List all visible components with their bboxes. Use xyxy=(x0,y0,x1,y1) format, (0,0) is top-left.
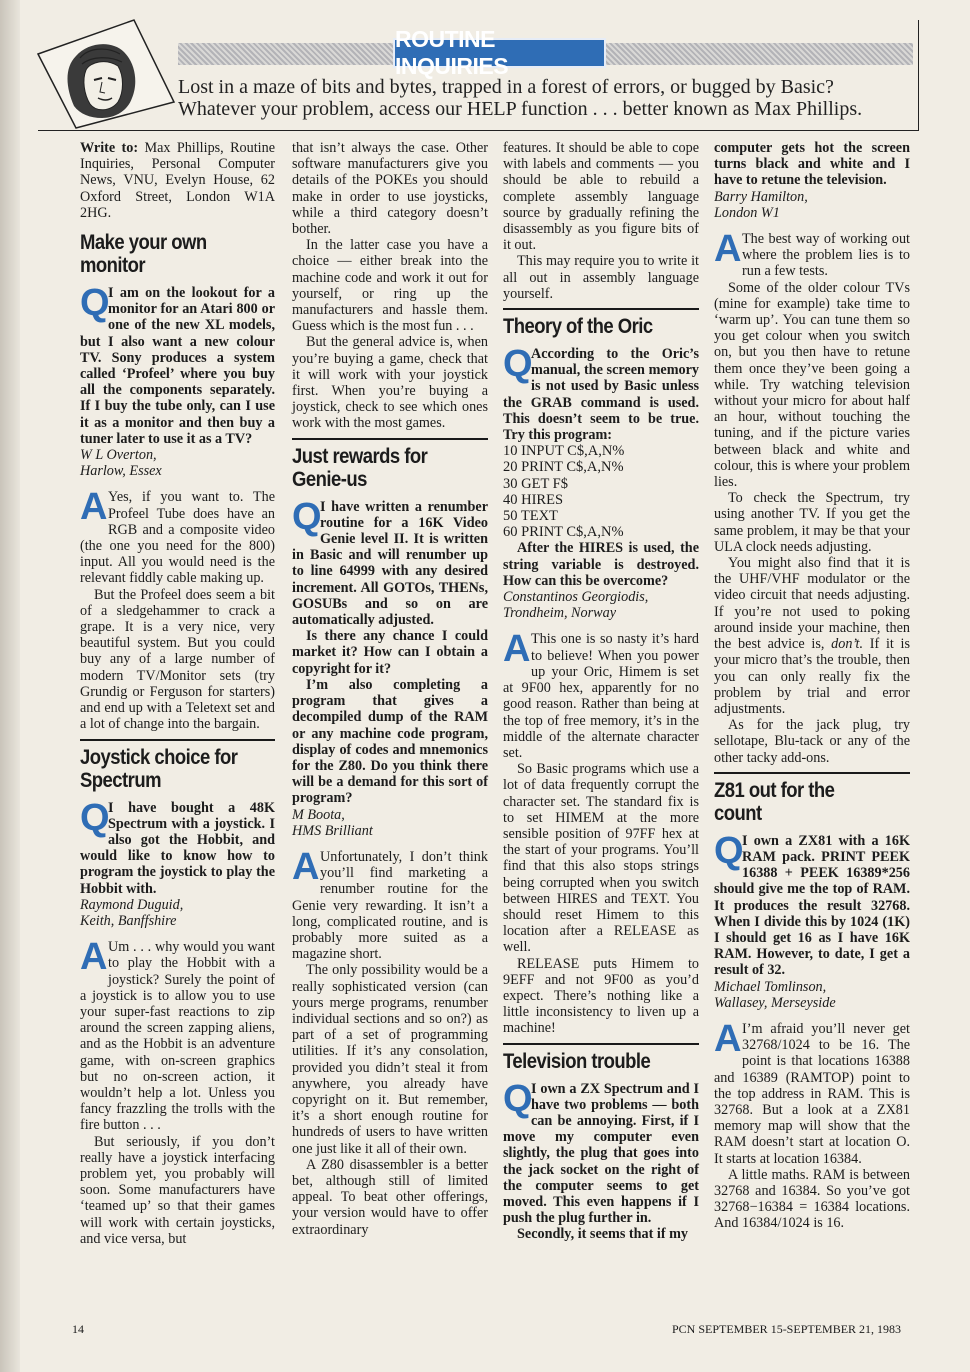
q-letter: Q xyxy=(80,282,110,325)
column-3 xyxy=(503,140,699,1243)
answer-joystick-3: that isn’t always the case. Other software manufacturers give you details of the POKEs you should make in order to use joysticks, while a third category doesn’t bother. xyxy=(292,140,488,238)
author-joystick: Raymond Duguid, xyxy=(80,896,184,913)
section-rule xyxy=(714,772,910,774)
heading-tv: Television trouble xyxy=(503,1049,651,1073)
place-genie: HMS Brilliant xyxy=(292,822,373,839)
columnist-portrait xyxy=(36,18,176,130)
intro-text: Lost in a maze of bits and bytes, trapped in a forest of errors, or bugged by Basic? Whatever your problem, access our HELP function . . . better known as Max Phillips. xyxy=(178,76,863,120)
author-genie: M Boota, xyxy=(292,806,345,823)
code-line: 40 HIRES xyxy=(503,491,564,508)
answer-oric-2: So Basic programs which use a lot of data frequently corrupt the character set. The standard fix is to set HIMEM at the more sensible position of 97FF hex at the start of your programs. You’ll find that this also stops strings being corrupted when you switch between HIRES and TEXT. You should reset Himem to this location after a RELEASE as well. xyxy=(503,761,699,956)
a-letter: A xyxy=(714,228,742,271)
answer-genie-5: This may require you to write it all out in assembly language yourself. xyxy=(503,253,699,302)
place-joystick: Keith, Banffshire xyxy=(80,912,177,929)
answer-joystick-2: But seriously, if you don’t really have a joystick interfacing problem yet, you probably will soon. Some manufacturers have ‘teamed up’ so that their games will work with certain joysticks, and vice versa, but xyxy=(80,1133,275,1247)
column-1 xyxy=(80,140,275,1247)
answer-tv-3: To check the Spectrum, try using another TV. If you get the same problem, it may be that your ULA clock needs adjusting. xyxy=(714,490,910,555)
a-letter: A xyxy=(503,628,531,671)
question-monitor: I am on the lookout for a monitor for an Atari 800 or one of the new XL models, but I also want a new colour TV. Sony produces a system called ‘Profeel’ where you buy all the components separately. If I buy the tube only, can I use it as a monitor and then buy a tuner later to use it as a TV? xyxy=(80,285,275,447)
answer-zx81-2: A little maths. RAM is between 32768 and 16384. So you’ve got 32768−16384 = 16384 locations. And 16384/1024 is 16. xyxy=(714,1166,910,1232)
answer-joystick-1: Um . . . why would you want to play the Hobbit with a joystick? Surely the point of a joystick is to allow you to use your super-fast reactions to zip around the screen zapping aliens, and as the Hobbit is an adventure game, with on-screen graphics but no on-screen action, it wouldn’t help a lot. Unless you fancy frazzling the trolls with the fire button . . . xyxy=(80,939,275,1134)
a-letter: A xyxy=(714,1017,742,1060)
section-rule xyxy=(80,739,275,741)
address-text: Max Phillips, Routine Inquiries, Personal Computer News, VNU, Evelyn House, 62 Oxford Street, London W1A 2HG. xyxy=(80,140,276,221)
page-number: 14 xyxy=(72,1322,84,1336)
a-letter: A xyxy=(292,845,320,888)
q-letter: Q xyxy=(503,1077,533,1120)
code-line: 60 PRINT C$,A,N% xyxy=(503,524,624,541)
question-genie-1: I have written a renumber routine for a 16K Video Genie level II. It is written in Basic and will renumber up to line 64999 with any desired increment. All GOTOs, THENs, GOSUBs and so on are automatically adjusted. xyxy=(292,498,488,629)
question-genie-3: I’m also completing a program that gives a decompiled dump of the RAM or any machine code program, display of codes and mnemonics for the Z80. Do you think there will be a demand for this sort of program? xyxy=(292,676,488,807)
question-zx81: I own a ZX81 with a 16K RAM pack. PRINT PEEK 16388 + PEEK 16389*256 should give me the top of RAM. It produces the result 32768. When I divide this by 1024 (1K) I should get 16 as I have 16K RAM. However, to date, I get a result of 32. xyxy=(714,832,910,979)
answer-joystick-5: But the general advice is, when you’re buying a game, check that it will work with your joystick first. When you’re buying a joystick, check to see which ones work with the most games. xyxy=(292,334,488,432)
code-line: 10 INPUT C$,A,N% xyxy=(503,443,625,460)
author-tv: Barry Hamilton, xyxy=(714,188,808,205)
question-oric-2: After the HIRES is used, the string variable is destroyed. How can this be overcome? xyxy=(503,540,699,589)
answer-tv-4c: If it is your micro that’s the trouble, then you can only really fix the problem by trial and error adjustments. xyxy=(714,636,911,717)
question-tv-1: I own a ZX Spectrum and I have two problems — both can be annoying. First, if I move my computer even slightly, the plug that goes into the jack socket on the right of the computer seems to get moved. This even happens if I push the plug further in. xyxy=(503,1080,699,1227)
question-oric-1: According to the Oric’s manual, the screen memory is not used by Basic unless the GRAB command is used. This doesn’t seem to be true. Try this program: xyxy=(503,346,699,444)
issue-dates: SEPTEMBER 15-SEPTEMBER 21, 1983 xyxy=(698,1322,902,1336)
section-rule xyxy=(503,1043,699,1045)
heading-genie: Just rewards for Genie-us xyxy=(292,444,428,491)
place-tv: London W1 xyxy=(714,204,780,221)
author-oric: Constantinos Georgiodis, xyxy=(503,589,649,606)
q-letter: Q xyxy=(714,829,744,872)
answer-tv-4a: You might also find that it is the UHF/VHF modulator or the video circuit that needs adjusting. If you’re not used to poking around inside your machine, then the best advice is, xyxy=(714,555,910,653)
heading-oric: Theory of the Oric xyxy=(503,315,653,339)
address-label: Write to: xyxy=(80,140,139,156)
answer-monitor-2: But the Profeel does seem a bit of a sledgehammer to crack a grape. It is a very nice, very beautiful system. But you could buy any of a large number of modern TV/Monitor sets (try Grundig or Ferguson for starters) and end up with a Teletext set and a lot of change into the bargain. xyxy=(80,586,275,733)
answer-genie-2: The only possibility would be a really sophisticated version (can yours merge programs, renumber individual sections and so on?) as part of a set of programming utilities. If it’s any consolation, provided you didn’t steal it from anywhere, you already have copyright on it. But remember, it’s a short enough routine for hundreds of users to have written one just like it all of their own. xyxy=(292,962,488,1157)
author-monitor: W L Overton, xyxy=(80,447,157,464)
code-line: 30 GET F$ xyxy=(503,475,568,492)
place-zx81: Wallasey, Merseyside xyxy=(714,994,836,1011)
footer-publication xyxy=(672,1322,901,1336)
question-joystick: I have bought a 48K Spectrum with a joystick. I also got the Hobbit, and would like to know how to program the joystick to play the Hobbit with. xyxy=(80,799,275,897)
section-rule xyxy=(292,438,488,440)
answer-oric-1: This one is so nasty it’s hard to believe! When you power up your Oric, Himem is set at 9F00 hex, apparently for no good reason. Rather than being at the top of free memory, it’s in the middle of the alternate character set. xyxy=(503,631,699,761)
column-title: ROUTINE INQUIRIES xyxy=(393,38,606,68)
code-line: 50 TEXT xyxy=(503,508,558,525)
code-line: 20 PRINT C$,A,N% xyxy=(503,459,624,476)
answer-zx81-1: I’m afraid you’ll never get 32768/1024 to be 16. The point is that locations 16388 and 16389 (RAMTOP) point to the top address in RAM. This is 32768. But a look at a ZX81 memory map will show that the RAM doesn’t start at location O. It starts at location 16384. xyxy=(714,1020,910,1167)
a-letter: A xyxy=(80,486,108,529)
answer-tv-5: As for the jack plug, try sellotape, Blu-tack or any of the other tacky add-ons. xyxy=(714,717,910,766)
answer-tv-1: The best way of working out where the problem lies is to run a few tests. xyxy=(742,231,910,280)
page-edge xyxy=(0,0,20,1372)
heading-zx81: Z81 out for the count xyxy=(714,778,835,825)
answer-oric-3: RELEASE puts Himem to 9EFF and not 9F00 as you’d expect. There’s nothing like a little inconsistency to liven up a machine! xyxy=(503,955,699,1037)
answer-genie-4: features. It should be able to cope with labels and comments — you should be able to rebuild a complete assembly language source by gradually refining the disassembly as you figure bits of it out. xyxy=(503,140,699,254)
answer-genie-3: A Z80 disassembler is a better bet, although still of limited appeal. To beat other offerings, your version would have to offer extraordinary xyxy=(292,1156,488,1238)
heading-monitor: Make your own monitor xyxy=(80,231,207,278)
answer-monitor-1: Yes, if you want to. The Profeel Tube does have an RGB and a composite video (the one you need for the 800) input. All you would need is the relevant fiddly cable making up. xyxy=(80,489,275,587)
answer-tv-4b: don’t. xyxy=(831,636,864,653)
answer-genie-1: Unfortunately, I don’t think you’ll find marketing a renumber routine for the Genie very rewarding. It isn’t a long, complicated routine, and is probably more suited as a magazine short. xyxy=(292,848,488,963)
question-tv-2: Secondly, it seems that if my xyxy=(517,1226,689,1243)
answer-tv-2: Some of the older colour TVs (mine for example) take time to ‘warm up’. You can tune them so you get colour when you switch on, but you then have to retune them once they’ve been going a while. Try watching television without your micro for about half an hour, without touching the tuning, and if the picture varies between black and white and colour, this is where your problem lies. xyxy=(714,279,910,491)
q-letter: Q xyxy=(292,495,322,538)
heading-joystick: Joystick choice for Spectrum xyxy=(80,745,238,792)
place-monitor: Harlow, Essex xyxy=(80,463,162,480)
author-zx81: Michael Tomlinson, xyxy=(714,978,827,995)
question-genie-2: Is there any chance I could market it? How can I obtain a copyright for it? xyxy=(292,628,488,677)
a-letter: A xyxy=(80,936,108,979)
section-rule xyxy=(503,308,699,310)
q-letter: Q xyxy=(80,796,110,839)
column-2 xyxy=(292,140,488,1238)
place-oric: Trondheim, Norway xyxy=(503,605,616,622)
q-letter: Q xyxy=(503,343,533,386)
question-tv-3: computer gets hot the screen turns black and white and I have to retune the television. xyxy=(714,140,910,189)
answer-joystick-4: In the latter case you have a choice — either break into the machine code and work it out for yourself, or ring up the manufacturers and hassle them. Guess which is the most fun . . . xyxy=(292,237,488,335)
column-4 xyxy=(714,140,910,1232)
publication-name: PCN xyxy=(672,1322,696,1336)
